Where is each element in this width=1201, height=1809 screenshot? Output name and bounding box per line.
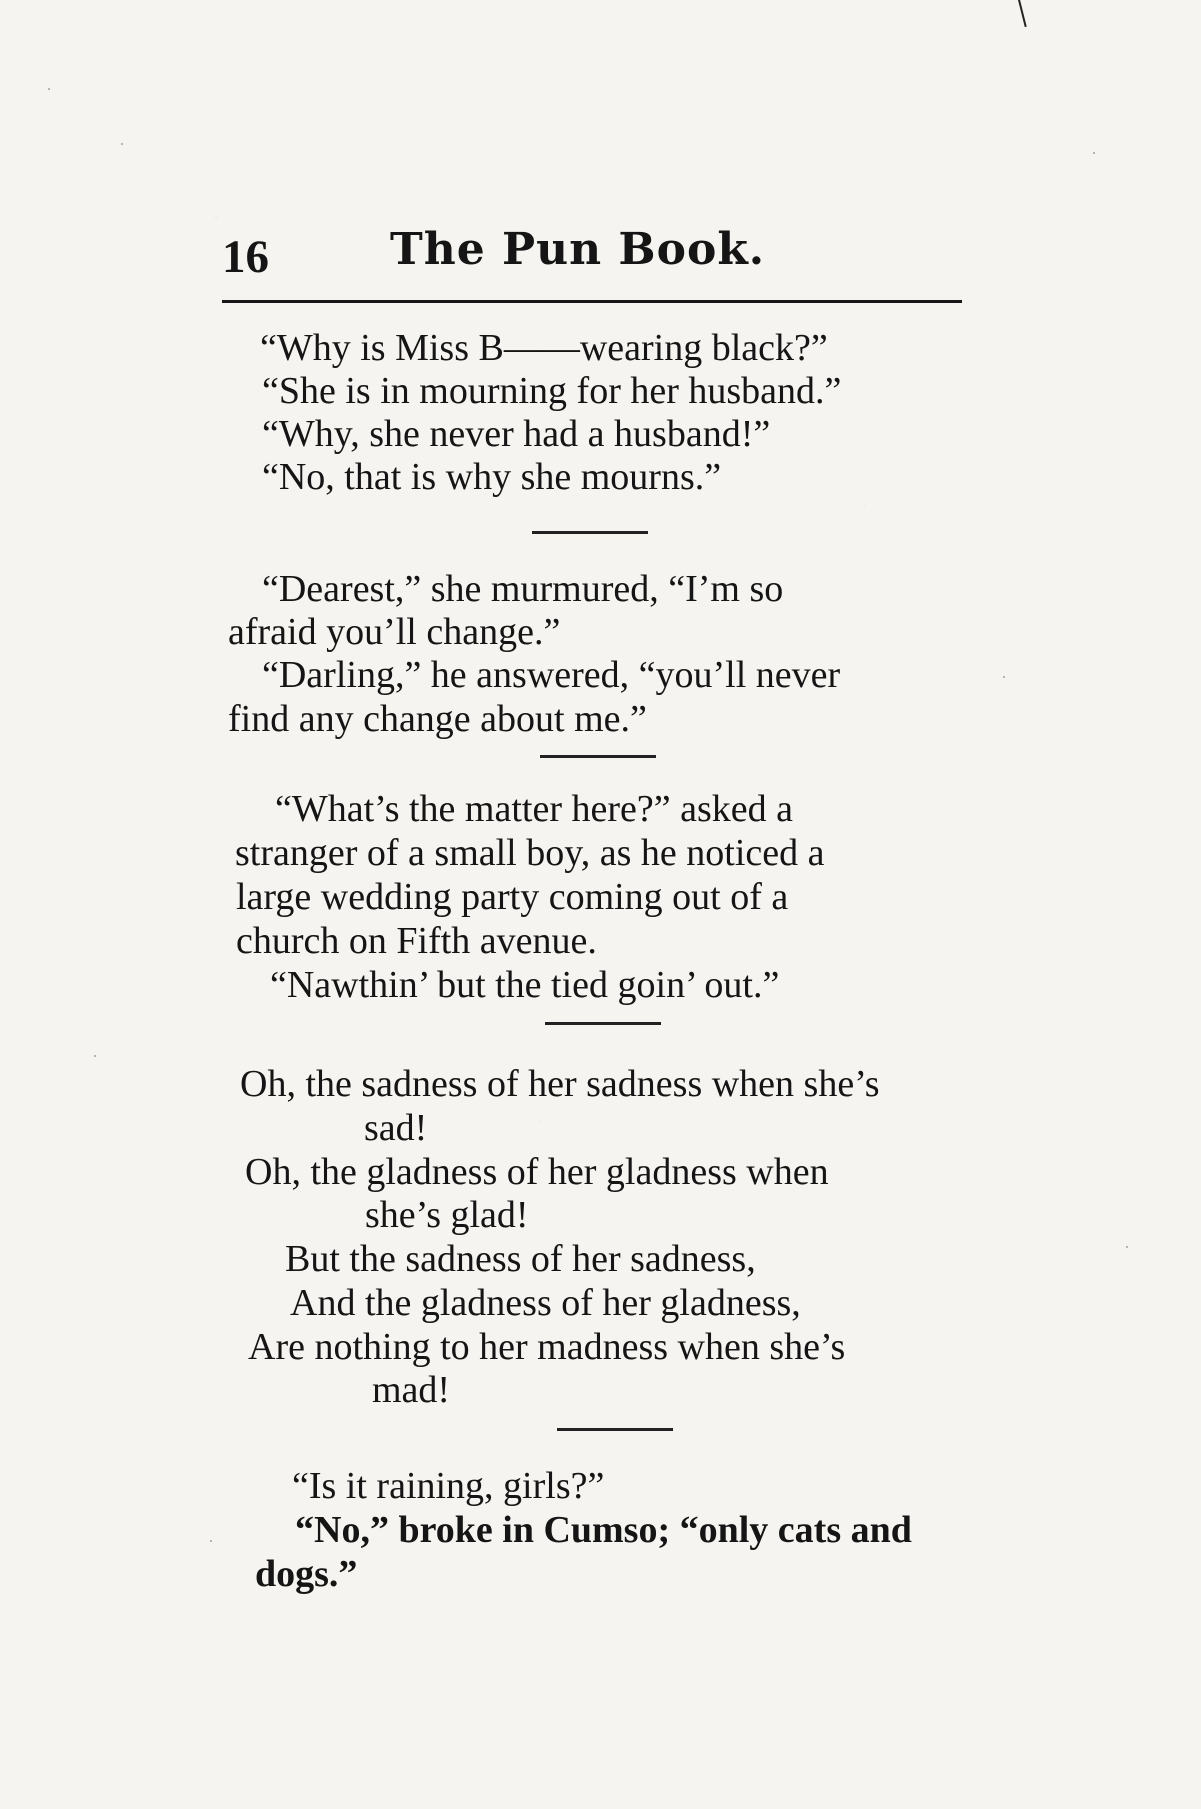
joke-line: “She is in mourning for her husband.” [262, 370, 842, 412]
scan-mark [1018, 0, 1027, 27]
page-number: 16 [222, 231, 269, 283]
section-divider [540, 755, 656, 758]
joke-line: “No, that is why she mourns.” [262, 456, 722, 498]
paper-speck [1126, 1246, 1128, 1248]
joke-line: “Darling,” he answered, “you’ll never [262, 654, 841, 696]
paper-speck [210, 1540, 212, 1542]
poem-line: sad! [364, 1107, 428, 1149]
poem-line: And the gladness of her gladness, [290, 1282, 801, 1324]
poem-line: she’s glad! [365, 1194, 529, 1236]
paper-speck [94, 1055, 96, 1057]
joke-line: “Dearest,” she murmured, “I’m so [262, 568, 784, 610]
joke-line: “What’s the matter here?” asked a [275, 788, 793, 830]
section-divider [532, 531, 648, 534]
poem-line: Oh, the gladness of her gladness when [245, 1151, 829, 1193]
section-divider [545, 1022, 661, 1025]
paper-speck [1003, 676, 1005, 678]
section-divider [557, 1428, 673, 1431]
paper-speck [48, 88, 50, 90]
joke-line: afraid you’ll change.” [228, 611, 561, 653]
joke-line: “Nawthin’ but the tied goin’ out.” [270, 964, 780, 1006]
poem-line: But the sadness of her sadness, [285, 1238, 756, 1280]
poem-line: Are nothing to her madness when she’s [248, 1326, 846, 1368]
joke-line: “Is it raining, girls?” [292, 1465, 605, 1507]
joke-line: “Why, she never had a husband!” [262, 413, 771, 455]
joke-line: find any change about me.” [228, 698, 647, 740]
poem-line: Oh, the sadness of her sadness when she’s [240, 1063, 880, 1105]
joke-line: dogs.” [255, 1553, 358, 1595]
poem-line: mad! [372, 1369, 451, 1411]
joke-line: “Why is Miss B——wearing black?” [260, 327, 828, 369]
paper-speck [121, 143, 123, 145]
page-header [222, 214, 962, 303]
joke-line: stranger of a small boy, as he noticed a [235, 832, 825, 874]
joke-line: “No,” broke in Cumso; “only cats and [295, 1509, 912, 1551]
paper-speck [1093, 152, 1095, 154]
joke-line: large wedding party coming out of a [236, 876, 789, 918]
running-title: The Pun Book. [390, 224, 766, 275]
joke-line: church on Fifth avenue. [236, 920, 597, 962]
